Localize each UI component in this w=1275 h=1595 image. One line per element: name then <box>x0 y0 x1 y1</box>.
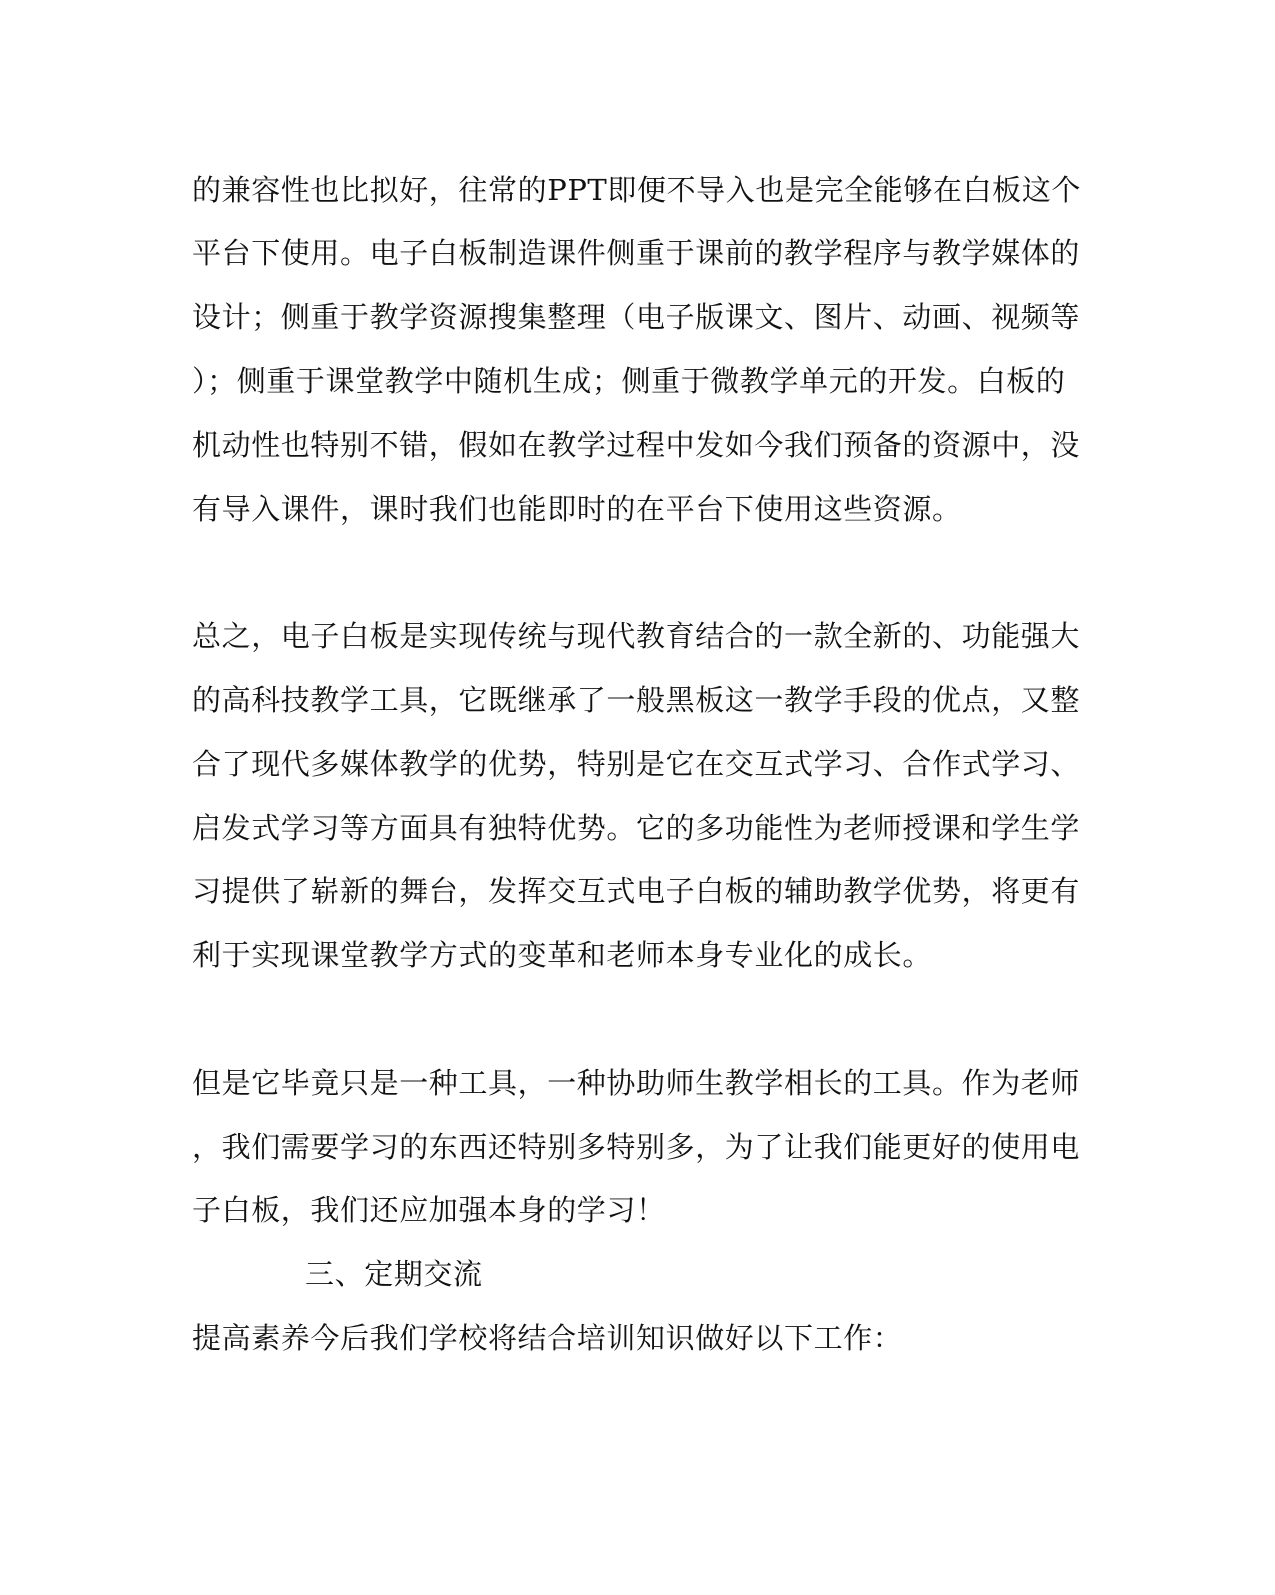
paragraph-2-line-5: 习提供了崭新的舞台，发挥交互式电子白板的辅助教学优势，将更有 <box>192 874 1081 908</box>
paragraph-2-line-1: 总之，电子白板是实现传统与现代教育结合的一款全新的、功能强大 <box>192 619 1081 653</box>
paragraph-1-line-1: 的兼容性也比拟好，往常的PPT即便不导入也是完全能够在白板这个 <box>192 173 1081 207</box>
paragraph-1-line-2: 平台下使用。电子白板制造课件侧重于课前的教学程序与教学媒体的 <box>192 236 1081 270</box>
paragraph-1-line-5: 机动性也特别不错，假如在教学过程中发如今我们预备的资源中，没 <box>192 428 1081 462</box>
section-heading: 三、定期交流 <box>305 1257 483 1291</box>
paragraph-1-line-3: 设计；侧重于教学资源搜集整理（电子版课文、图片、动画、视频等 <box>192 300 1081 334</box>
paragraph-3-line-3: 子白板，我们还应加强本身的学习！ <box>192 1193 666 1227</box>
paragraph-4-line-1: 提高素养今后我们学校将结合培训知识做好以下工作： <box>192 1321 903 1355</box>
paragraph-3-line-1: 但是它毕竟只是一种工具，一种协助师生教学相长的工具。作为老师 <box>192 1066 1081 1100</box>
paragraph-2-line-2: 的高科技教学工具，它既继承了一般黑板这一教学手段的优点，又整 <box>192 683 1081 717</box>
paragraph-1-line-6: 有导入课件，课时我们也能即时的在平台下使用这些资源。 <box>192 492 962 526</box>
paragraph-2-line-4: 启发式学习等方面具有独特优势。它的多功能性为老师授课和学生学 <box>192 811 1081 845</box>
paragraph-3-line-2: ，我们需要学习的东西还特别多特别多，为了让我们能更好的使用电 <box>192 1130 1081 1164</box>
paragraph-1-line-4: ）；侧重于课堂教学中随机生成；侧重于微教学单元的开发。白板的 <box>192 364 1066 398</box>
paragraph-2-line-6: 利于实现课堂教学方式的变革和老师本身专业化的成长。 <box>192 938 933 972</box>
paragraph-2-line-3: 合了现代多媒体教学的优势，特别是它在交互式学习、合作式学习、 <box>192 747 1081 781</box>
